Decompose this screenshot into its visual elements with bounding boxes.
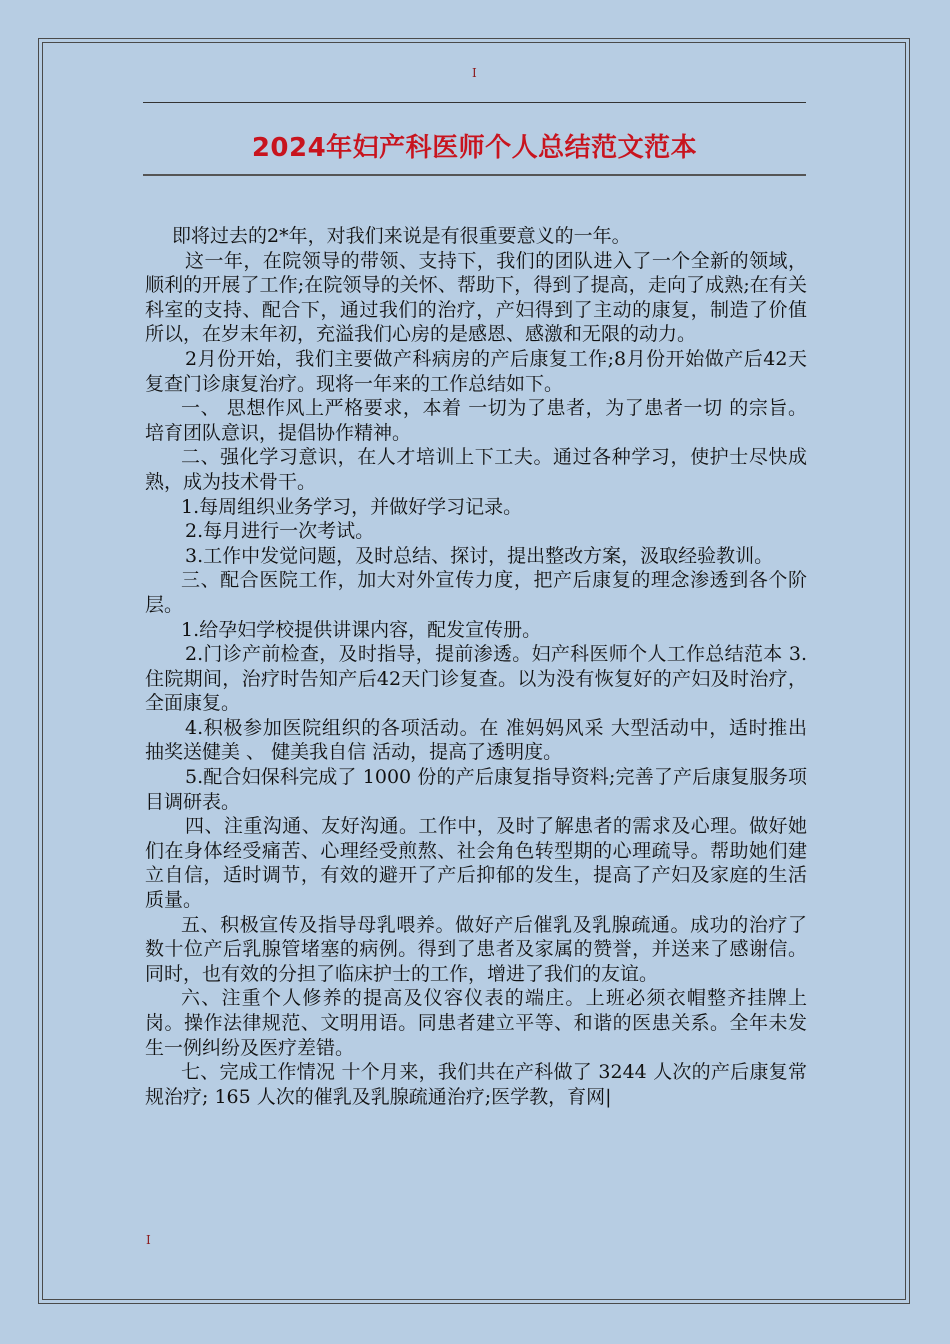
paragraph: 四、注重沟通、友好沟通。工作中，及时了解患者的需求及心理。做好她们在身体经受痛苦、心理经受煎熬、社会角色转型期的心理疏导。帮助她们建立自信，适时调节，有效的避开了产后抑郁的发生，提高了产妇及家庭的生活质量。: [145, 815, 807, 912]
header-rule: [143, 102, 806, 103]
paragraph: 三、配合医院工作，加大对外宣传力度，把产后康复的理念渗透到各个阶层。: [145, 569, 807, 616]
list-item: 2.门诊产前检查，及时指导，提前渗透。妇产科医师个人工作总结范本 3.住院期间，治疗时告知产后42天门诊复查。以为没有恢复好的产妇及时治疗，全面康复。: [145, 643, 807, 715]
header-mark: I: [472, 66, 477, 80]
list-item: 2.每月进行一次考试。: [185, 520, 375, 543]
list-item: 3.工作中发觉问题，及时总结、探讨，提出整改方案，汲取经验教训。: [185, 544, 774, 567]
paragraph: 一、 思想作风上严格要求，本着 一切为了患者，为了患者一切 的宗旨。培育团队意识，提倡协作精神。: [145, 397, 807, 444]
paragraph: 2月份开始，我们主要做产科病房的产后康复工作;8月份开始做产后42天复查门诊康复治疗。现将一年来的工作总结如下。: [145, 347, 807, 395]
list-item: 5.配合妇保科完成了 1000 份的产后康复指导资料;完善了产后康复服务项目调研表。: [145, 766, 807, 813]
title-rule: [143, 174, 806, 176]
footer-mark: I: [146, 1233, 151, 1247]
document-body: [145, 224, 807, 1109]
document-title: 2024年妇产科医师个人总结范文范本: [251, 133, 698, 163]
list-item: 1.每周组织业务学习，并做好学习记录。: [181, 495, 523, 518]
paragraph: 这一年，在院领导的带领、支持下，我们的团队进入了一个全新的领域，顺利的开展了工作;在院领导的关怀、帮助下，得到了提高，走向了成熟;在有关科室的支持、配合下，通过我们的治疗，产妇得到了主动的康复，制造了价值 所以，在岁末年初，充溢我们心房的是感恩、感激和无限的动力。: [145, 249, 807, 346]
paragraph: 二、强化学习意识，在人才培训上下工夫。通过各种学习，使护士尽快成熟，成为技术骨干。: [145, 446, 807, 493]
list-item: 1.给孕妇学校提供讲课内容，配发宣传册。: [181, 618, 542, 641]
paragraph: 七、完成工作情况 十个月来，我们共在产科做了 3244 人次的产后康复常规治疗; 165 人次的催乳及乳腺疏通治疗;医学教，育网|: [145, 1061, 807, 1108]
paragraph: 五、积极宣传及指导母乳喂养。做好产后催乳及乳腺疏通。成功的治疗了数十位产后乳腺管堵塞的病例。得到了患者及家属的赞誉，并送来了感谢信。同时，也有效的分担了临床护士的工作，增进了我们的友谊。: [145, 913, 807, 985]
paragraph: 六、注重个人修养的提高及仪容仪表的端庄。上班必须衣帽整齐挂牌上岗。操作法律规范、文明用语。同患者建立平等、和谐的医患关系。全年未发生一例纠纷及医疗差错。: [145, 987, 807, 1059]
paragraph: 即将过去的2*年，对我们来说是有很重要意义的一年。: [172, 225, 631, 247]
list-item: 4.积极参加医院组织的各项活动。在 准妈妈风采 大型活动中，适时推出 抽奖送健美 、 健美我自信 活动，提高了透明度。: [145, 716, 807, 764]
